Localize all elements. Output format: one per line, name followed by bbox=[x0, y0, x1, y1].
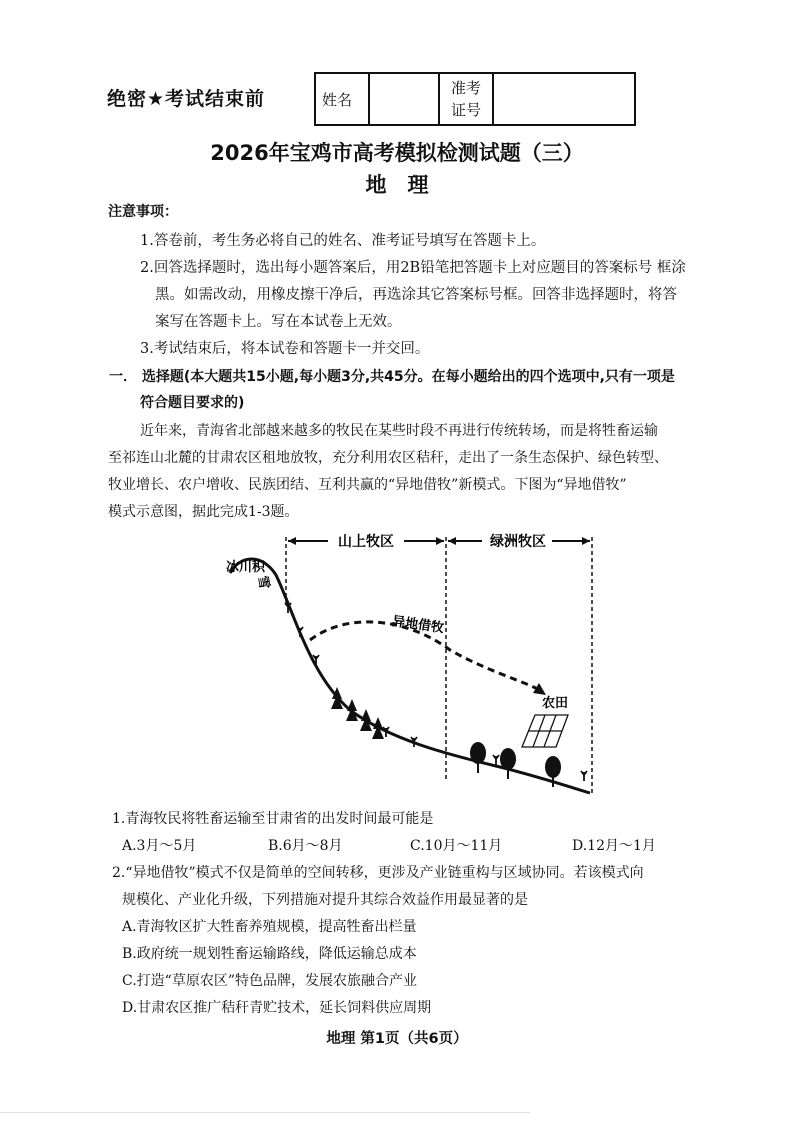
farmland-grid bbox=[522, 715, 568, 747]
passage-line: 模式示意图，据此完成1-3题。 bbox=[108, 504, 299, 520]
name-field[interactable] bbox=[369, 73, 439, 125]
q2-stem-cont: 规模化、产业化升级，下列措施对提升其综合效益作用最显著的是 bbox=[122, 892, 528, 908]
q2-option-b[interactable]: B.政府统一规划牲畜运输路线，降低运输总成本 bbox=[122, 946, 417, 962]
q2-stem: 2.“异地借牧”模式不仅是简单的空间转移，更涉及产业链重构与区域协同。若该模式向 bbox=[112, 865, 644, 881]
exam-no-field[interactable] bbox=[493, 73, 635, 125]
q2-option-a[interactable]: A.青海牧区扩大牲畜养殖规模，提高牲畜出栏量 bbox=[122, 919, 417, 935]
notice-line: 2.回答选择题时，选出每小题答案后，用2B铅笔把答题卡上对应题目的答案标号 框涂 bbox=[140, 260, 686, 276]
notice-line: 1.答卷前，考生务必将自己的姓名、准考证号填写在答题卡上。 bbox=[140, 233, 546, 249]
glacier-label: 冰川积 bbox=[226, 560, 266, 575]
name-label: 姓名 bbox=[315, 73, 369, 125]
page-footer: 地理 第1页（共6页） bbox=[326, 1031, 468, 1047]
exam-no-label: 准考 证号 bbox=[439, 73, 493, 125]
passage-line: 牧业增长、农户增收、民族团结、互利共赢的“异地借牧”新模式。下图为“异地借牧” bbox=[108, 477, 627, 493]
zone-arrowhead bbox=[436, 537, 444, 545]
q1-option-d[interactable]: D.12月～1月 bbox=[572, 838, 656, 854]
zone-arrowhead bbox=[288, 537, 296, 545]
q1-option-c[interactable]: C.10月～11月 bbox=[410, 838, 503, 854]
notice-line: 案写在答题卡上。写在本试卷上无效。 bbox=[155, 314, 402, 330]
passage-line: 近年来，青海省北部越来越多的牧民在某些时段不再进行传统转场，而是将牲畜运输 bbox=[140, 423, 658, 439]
section-heading-cont: 符合题目要求的) bbox=[140, 395, 245, 411]
exam-title: 2026年宝鸡市高考模拟检测试题（三） bbox=[210, 141, 584, 165]
q1-option-a[interactable]: A.3月～5月 bbox=[122, 838, 197, 854]
scan-edge-line bbox=[0, 1112, 530, 1113]
notice-line: 黑。如需改动，用橡皮擦干净后，再选涂其它答案标号框。回答非选择题时，将答 bbox=[155, 287, 677, 303]
candidate-info-table bbox=[314, 72, 636, 126]
notice-heading: 注意事项： bbox=[108, 204, 178, 220]
q1-option-b[interactable]: B.6月～8月 bbox=[268, 838, 343, 854]
zone-arrowhead bbox=[448, 537, 456, 545]
section-heading: 一． 选择题(本大题共15小题,每小题3分,共45分。在每小题给出的四个选项中,只有一项是 bbox=[109, 369, 675, 385]
conifer-icons bbox=[331, 687, 384, 739]
subject-title: 地 理 bbox=[365, 173, 429, 197]
mountain-slope-line bbox=[230, 559, 590, 793]
snow-label: 雪 bbox=[254, 574, 272, 591]
borrowed-grazing-label: 异地借牧 bbox=[391, 614, 445, 637]
zone-arrowhead bbox=[582, 537, 590, 545]
oasis-zone-label: 绿洲牧区 bbox=[490, 534, 546, 550]
q2-option-d[interactable]: D.甘肃农区推广秸秆青贮技术，延长饲料供应周期 bbox=[122, 1000, 432, 1016]
farmland-label: 农田 bbox=[542, 696, 569, 711]
q2-option-c[interactable]: C.打造“草原农区”特色品牌，发展农旅融合产业 bbox=[122, 973, 417, 989]
passage-line: 至祁连山北麓的甘肃农区租地放牧，充分利用农区秸秆，走出了一条生态保护、绿色转型、 bbox=[108, 450, 668, 466]
confidential-label: 绝密★考试结束前 bbox=[107, 88, 266, 110]
notice-line: 3.考试结束后，将本试卷和答题卡一并交回。 bbox=[140, 341, 430, 357]
mountain-zone-label: 山上牧区 bbox=[338, 534, 394, 550]
borrowed-grazing-diagram bbox=[200, 525, 620, 800]
q1-stem: 1.青海牧民将牲畜运输至甘肃省的出发时间最可能是 bbox=[112, 811, 434, 827]
